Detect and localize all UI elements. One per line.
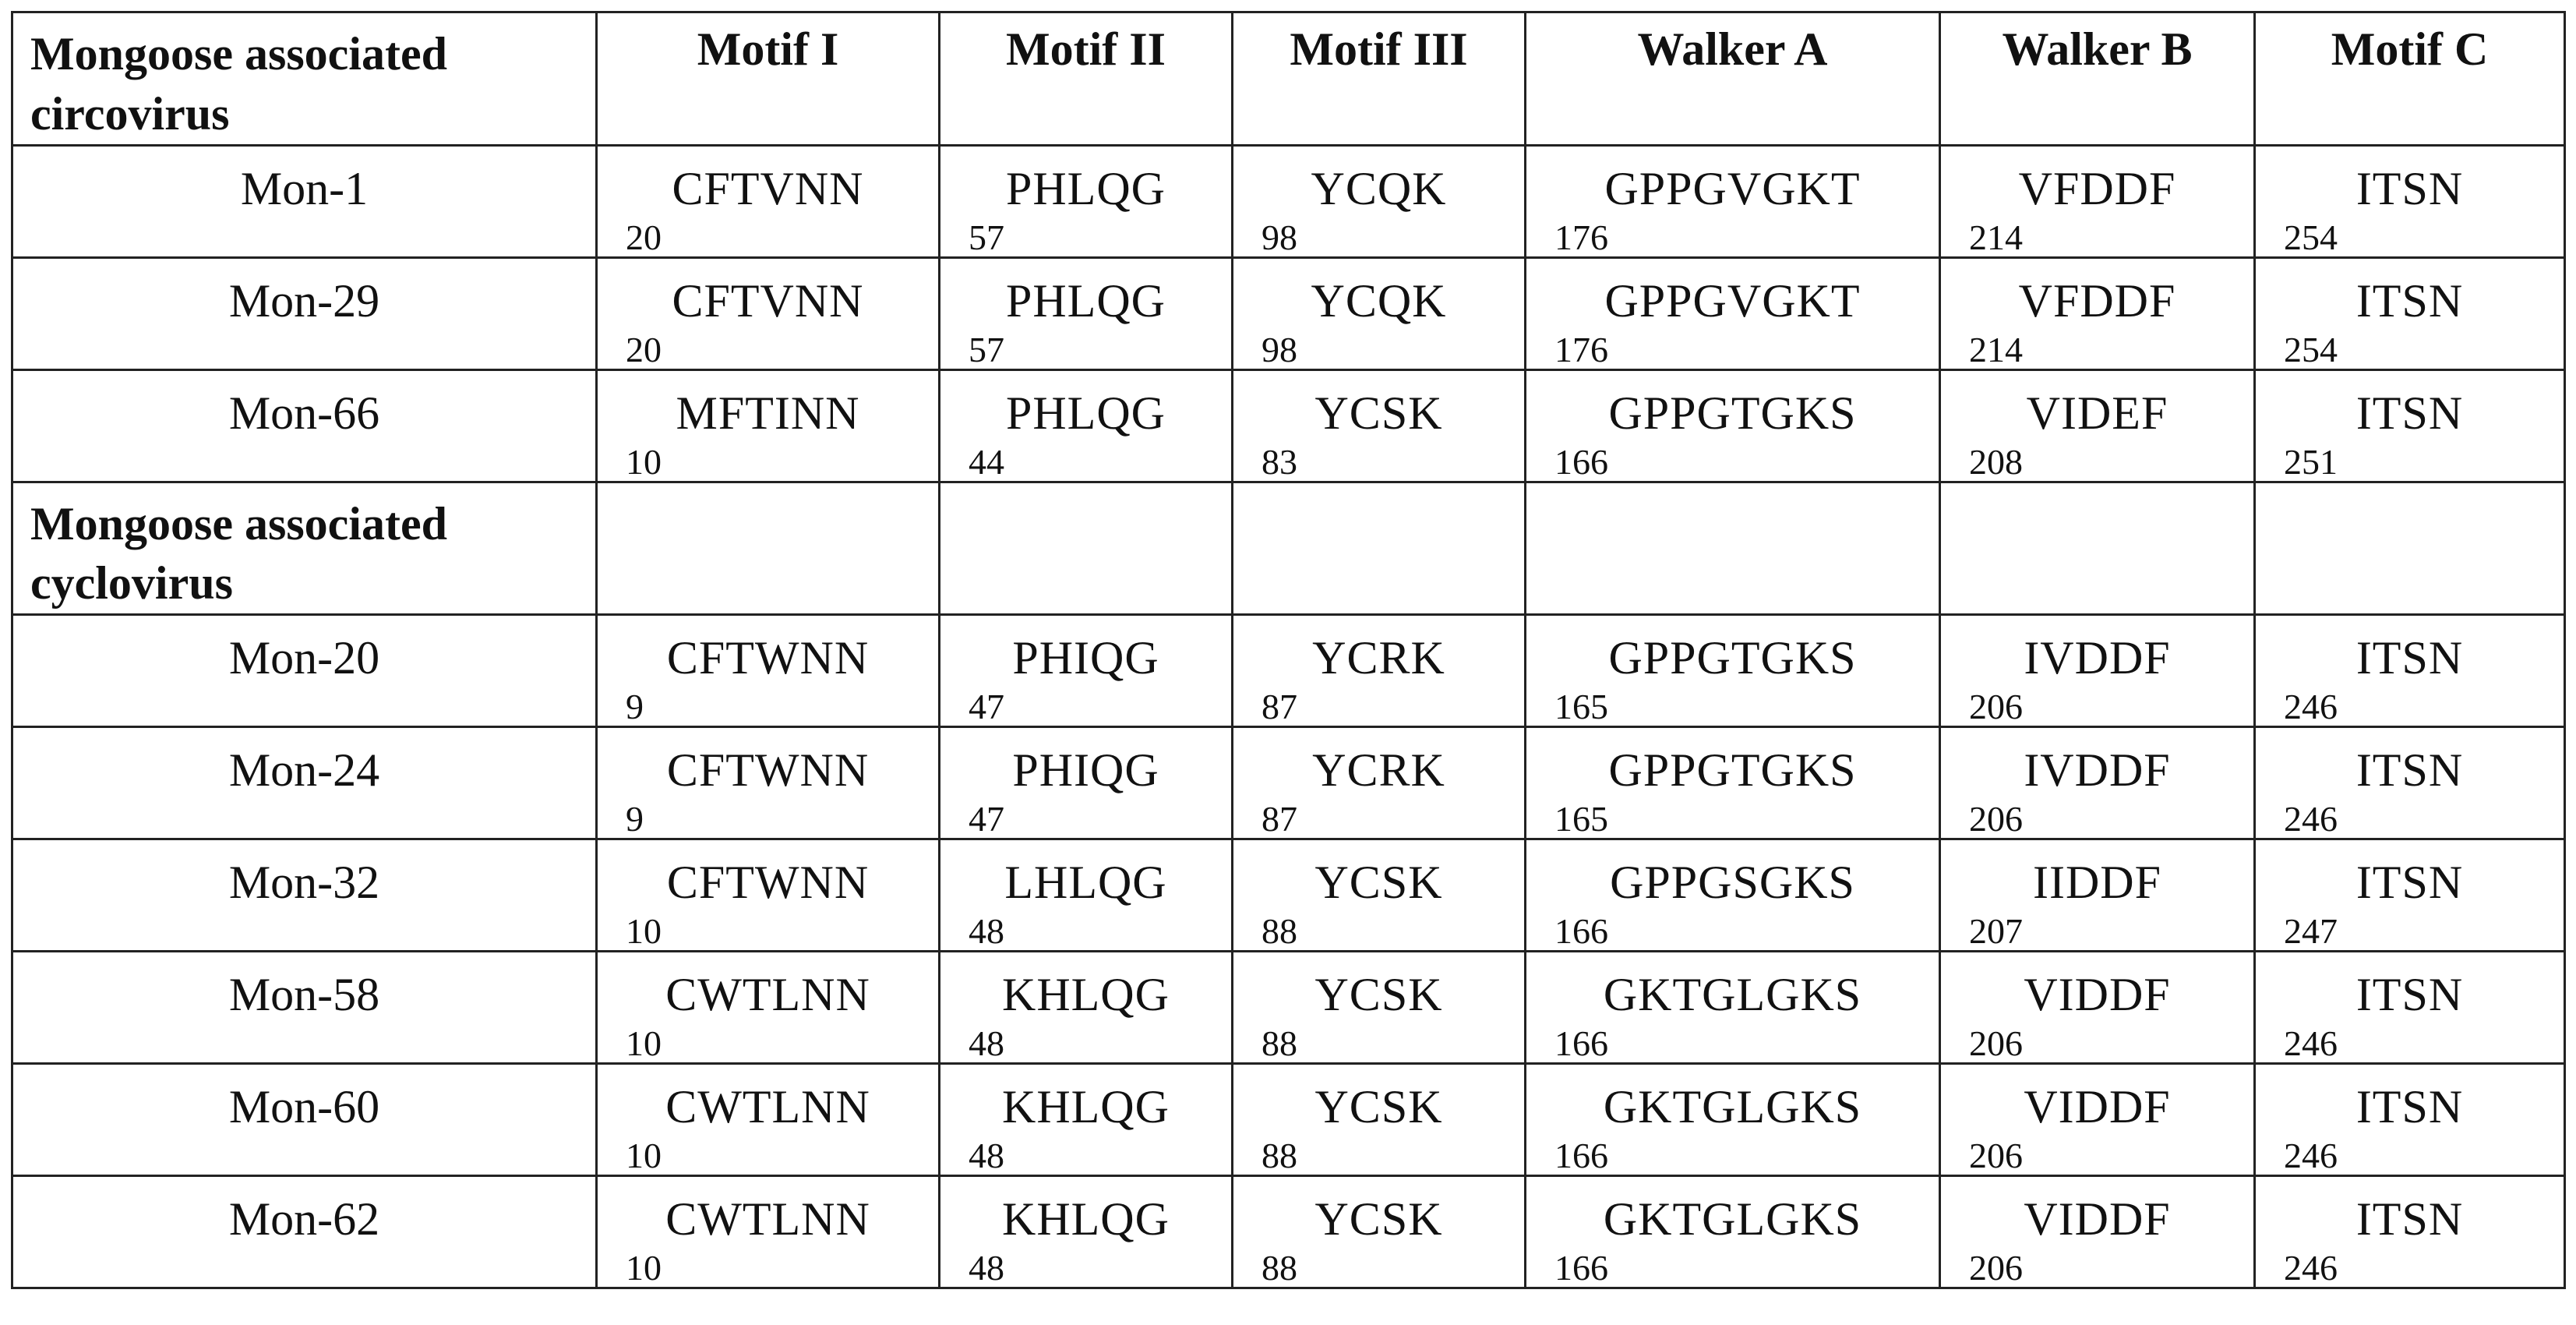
group-label-line2: cyclovirus (30, 557, 233, 610)
motif-cell (597, 727, 940, 839)
motif-sequence: CWTLNN (665, 1081, 870, 1133)
column-header-label: Motif II (1006, 23, 1166, 75)
motif-sequence: VIDDF (2024, 969, 2171, 1021)
motif-sequence: VIDDF (2024, 1081, 2171, 1133)
table-row (12, 1064, 2565, 1176)
column-header-cell (1233, 12, 1526, 146)
motif-position: 166 (1554, 1136, 1608, 1176)
table-row (12, 727, 2565, 839)
motif-position: 206 (1969, 687, 2023, 727)
motif-position: 88 (1262, 1136, 1297, 1176)
column-header-cell (1526, 12, 1940, 146)
motif-sequence: GPPGTGKS (1608, 632, 1857, 684)
motif-sequence: YCSK (1314, 969, 1443, 1021)
motif-position: 176 (1554, 217, 1608, 257)
virus-name-cell (12, 1176, 597, 1288)
motif-cell (1526, 615, 1940, 727)
motif-sequence: CFTVNN (672, 162, 864, 214)
motif-cell (597, 839, 940, 952)
motif-position: 166 (1554, 1248, 1608, 1288)
table-row (12, 615, 2565, 727)
motif-position: 20 (626, 329, 662, 369)
motif-cell (1526, 369, 1940, 482)
motif-position: 246 (2284, 1136, 2338, 1176)
motif-cell (2255, 615, 2565, 727)
motif-sequence: CFTVNN (672, 274, 864, 327)
column-header-label: Motif I (697, 23, 839, 75)
virus-name: Mon-1 (240, 162, 369, 214)
motif-position: 206 (1969, 1248, 2023, 1288)
motif-position: 246 (2284, 799, 2338, 839)
motif-position: 207 (1969, 911, 2023, 952)
column-header-cell (1940, 482, 2255, 615)
motif-cell (1233, 145, 1526, 257)
motif-cell (2255, 1176, 2565, 1288)
motif-cell (597, 615, 940, 727)
group-label-cell (12, 482, 597, 615)
virus-name-cell (12, 145, 597, 257)
motif-sequence: YCSK (1314, 1193, 1443, 1246)
motif-cell (940, 1176, 1233, 1288)
virus-name-cell (12, 727, 597, 839)
motif-position: 10 (626, 1248, 662, 1288)
motif-cell (597, 369, 940, 482)
motif-cell (1526, 257, 1940, 369)
column-header-cell (1526, 482, 1940, 615)
motif-position: 10 (626, 1136, 662, 1176)
motif-cell (940, 257, 1233, 369)
motif-cell (2255, 839, 2565, 952)
motif-sequence: MFTINN (676, 387, 860, 439)
motif-sequence: KHLQG (1002, 969, 1170, 1021)
column-header-cell (1940, 12, 2255, 146)
motif-cell (940, 839, 1233, 952)
virus-name: Mon-20 (228, 632, 380, 684)
motif-sequence: YCSK (1314, 387, 1443, 439)
motif-sequence: YCRK (1312, 632, 1445, 684)
motif-sequence: ITSN (2355, 632, 2464, 684)
table-row (12, 1176, 2565, 1288)
motif-position: 10 (626, 1023, 662, 1064)
motif-cell (1233, 257, 1526, 369)
motif-cell (1233, 839, 1526, 952)
group-header-row (12, 482, 2565, 615)
motif-position: 246 (2284, 1023, 2338, 1064)
motif-cell (1940, 145, 2255, 257)
group-label-line1: Mongoose associated (30, 497, 447, 549)
virus-name-cell (12, 369, 597, 482)
motif-position: 10 (626, 441, 662, 482)
motif-position: 246 (2284, 687, 2338, 727)
motif-cell (597, 257, 940, 369)
motif-cell (940, 952, 1233, 1064)
motif-cell (940, 145, 1233, 257)
motif-sequence: PHLQG (1005, 387, 1166, 439)
motif-cell (597, 145, 940, 257)
motif-sequence: GPPGSGKS (1610, 857, 1855, 909)
motif-sequence: PHIQG (1012, 744, 1159, 797)
group-label-line1: Mongoose associated (30, 28, 447, 80)
motif-cell (2255, 257, 2565, 369)
motif-position: 246 (2284, 1248, 2338, 1288)
motif-cell (2255, 727, 2565, 839)
motif-position: 214 (1969, 217, 2023, 257)
motif-position: 254 (2284, 329, 2338, 369)
motif-sequence: YCQK (1311, 274, 1447, 327)
motif-cell (940, 615, 1233, 727)
motif-cell (2255, 369, 2565, 482)
column-header-cell (940, 12, 1233, 146)
motif-sequence: GKTGLGKS (1603, 1081, 1862, 1133)
table-row (12, 257, 2565, 369)
motif-position: 206 (1969, 1136, 2023, 1176)
motif-sequence: ITSN (2355, 274, 2464, 327)
motif-cell (2255, 952, 2565, 1064)
motif-cell (1940, 1064, 2255, 1176)
motif-sequence: ITSN (2355, 1081, 2464, 1133)
virus-name-cell (12, 615, 597, 727)
motif-sequence: LHLQG (1004, 857, 1167, 909)
motif-sequence: ITSN (2355, 162, 2464, 214)
motif-sequence: PHLQG (1005, 162, 1166, 214)
motif-cell (597, 1064, 940, 1176)
motif-position: 57 (969, 217, 1004, 257)
column-header-label: Walker A (1637, 23, 1828, 75)
motif-cell (2255, 1064, 2565, 1176)
motif-sequence: CFTWNN (666, 632, 870, 684)
motif-position: 165 (1554, 799, 1608, 839)
group-label-line2: circovirus (30, 87, 230, 140)
motif-cell (1940, 1176, 2255, 1288)
motif-sequence: CFTWNN (666, 744, 870, 797)
motif-cell (1940, 369, 2255, 482)
motif-cell (1526, 952, 1940, 1064)
motif-position: 165 (1554, 687, 1608, 727)
motif-position: 87 (1262, 687, 1297, 727)
motif-position: 206 (1969, 799, 2023, 839)
table-body (12, 12, 2565, 1288)
motif-sequence: ITSN (2355, 857, 2464, 909)
motif-sequence: VIDEF (2026, 387, 2168, 439)
motif-position: 48 (969, 1023, 1004, 1064)
motif-position: 10 (626, 911, 662, 952)
motif-sequence: IVDDF (2024, 632, 2171, 684)
motif-sequence: IVDDF (2024, 744, 2171, 797)
table-row (12, 145, 2565, 257)
motif-sequence: CFTWNN (666, 857, 870, 909)
motif-sequence: VFDDF (2018, 162, 2176, 214)
motif-cell (597, 1176, 940, 1288)
group-header-row (12, 12, 2565, 146)
motif-position: 88 (1262, 1248, 1297, 1288)
virus-name: Mon-24 (228, 744, 380, 797)
motif-position: 251 (2284, 441, 2338, 482)
virus-name: Mon-29 (228, 274, 380, 327)
motif-sequence: YCSK (1314, 1081, 1443, 1133)
motif-cell (1940, 727, 2255, 839)
column-header-cell (597, 482, 940, 615)
motif-sequence: YCQK (1311, 162, 1447, 214)
motif-position: 176 (1554, 329, 1608, 369)
motif-position: 88 (1262, 1023, 1297, 1064)
column-header-cell (1233, 482, 1526, 615)
virus-name-cell (12, 257, 597, 369)
virus-name-cell (12, 839, 597, 952)
motif-sequence: ITSN (2355, 387, 2464, 439)
motif-sequence: KHLQG (1002, 1081, 1170, 1133)
column-header-label: Motif III (1290, 23, 1468, 75)
motif-position: 98 (1262, 217, 1297, 257)
motif-cell (1940, 257, 2255, 369)
motif-cell (1940, 952, 2255, 1064)
motif-cell (1233, 1064, 1526, 1176)
motif-sequence: CWTLNN (665, 1193, 870, 1246)
motif-sequence: GKTGLGKS (1603, 1193, 1862, 1246)
motif-position: 48 (969, 911, 1004, 952)
virus-name-cell (12, 1064, 597, 1176)
virus-name: Mon-62 (228, 1193, 380, 1246)
motif-position: 57 (969, 329, 1004, 369)
motif-sequence: CWTLNN (665, 969, 870, 1021)
motif-sequence: ITSN (2355, 744, 2464, 797)
motif-cell (1526, 1064, 1940, 1176)
motif-cell (1526, 145, 1940, 257)
motif-cell (1233, 727, 1526, 839)
table-row (12, 952, 2565, 1064)
column-header-cell (2255, 482, 2565, 615)
group-label-cell (12, 12, 597, 146)
motif-position: 9 (626, 687, 644, 727)
motif-position: 48 (969, 1248, 1004, 1288)
motif-sequence: PHLQG (1005, 274, 1166, 327)
motif-position: 83 (1262, 441, 1297, 482)
virus-name: Mon-66 (228, 387, 380, 439)
motif-position: 20 (626, 217, 662, 257)
motif-cell (1526, 839, 1940, 952)
motif-position: 48 (969, 1136, 1004, 1176)
motif-position: 208 (1969, 441, 2023, 482)
motif-sequence: GPPGTGKS (1608, 744, 1857, 797)
table-row (12, 369, 2565, 482)
motif-position: 87 (1262, 799, 1297, 839)
motif-sequence: GKTGLGKS (1603, 969, 1862, 1021)
motif-sequence: YCRK (1312, 744, 1445, 797)
virus-name: Mon-58 (228, 969, 380, 1021)
motif-position: 47 (969, 687, 1004, 727)
motif-sequence: IIDDF (2033, 857, 2161, 909)
motif-sequence: KHLQG (1002, 1193, 1170, 1246)
motif-cell (1233, 369, 1526, 482)
virus-name-cell (12, 952, 597, 1064)
virus-name: Mon-60 (228, 1081, 380, 1133)
motif-sequence: GPPGVGKT (1604, 274, 1861, 327)
motif-position: 247 (2284, 911, 2338, 952)
motif-sequence: GPPGTGKS (1608, 387, 1857, 439)
table-row (12, 839, 2565, 952)
motif-position: 214 (1969, 329, 2023, 369)
motif-cell (1233, 615, 1526, 727)
motif-position: 88 (1262, 911, 1297, 952)
motif-cell (1233, 1176, 1526, 1288)
motif-sequence: GPPGVGKT (1604, 162, 1861, 214)
motif-cell (2255, 145, 2565, 257)
column-header-label: Walker B (2002, 23, 2193, 75)
motif-position: 47 (969, 799, 1004, 839)
motif-sequence: ITSN (2355, 969, 2464, 1021)
motif-cell (597, 952, 940, 1064)
motif-sequence: YCSK (1314, 857, 1443, 909)
column-header-cell (2255, 12, 2565, 146)
motif-cell (1233, 952, 1526, 1064)
column-header-label: Motif C (2331, 23, 2489, 75)
virus-name: Mon-32 (228, 857, 380, 909)
column-header-cell (597, 12, 940, 146)
motif-cell (1940, 615, 2255, 727)
column-header-cell (940, 482, 1233, 615)
motif-position: 166 (1554, 1023, 1608, 1064)
motif-position: 166 (1554, 911, 1608, 952)
motif-position: 254 (2284, 217, 2338, 257)
motif-cell (940, 369, 1233, 482)
motif-sequence: VIDDF (2024, 1193, 2171, 1246)
motif-position: 98 (1262, 329, 1297, 369)
motif-position: 44 (969, 441, 1004, 482)
motif-cell (1526, 727, 1940, 839)
motif-cell (1526, 1176, 1940, 1288)
motif-sequence: PHIQG (1012, 632, 1159, 684)
motif-cell (1940, 839, 2255, 952)
motif-position: 9 (626, 799, 644, 839)
motif-position: 166 (1554, 441, 1608, 482)
motif-sequence: VFDDF (2018, 274, 2176, 327)
motif-position: 206 (1969, 1023, 2023, 1064)
motif-sequence: ITSN (2355, 1193, 2464, 1246)
motif-table (11, 11, 2566, 1289)
motif-cell (940, 727, 1233, 839)
motif-cell (940, 1064, 1233, 1176)
